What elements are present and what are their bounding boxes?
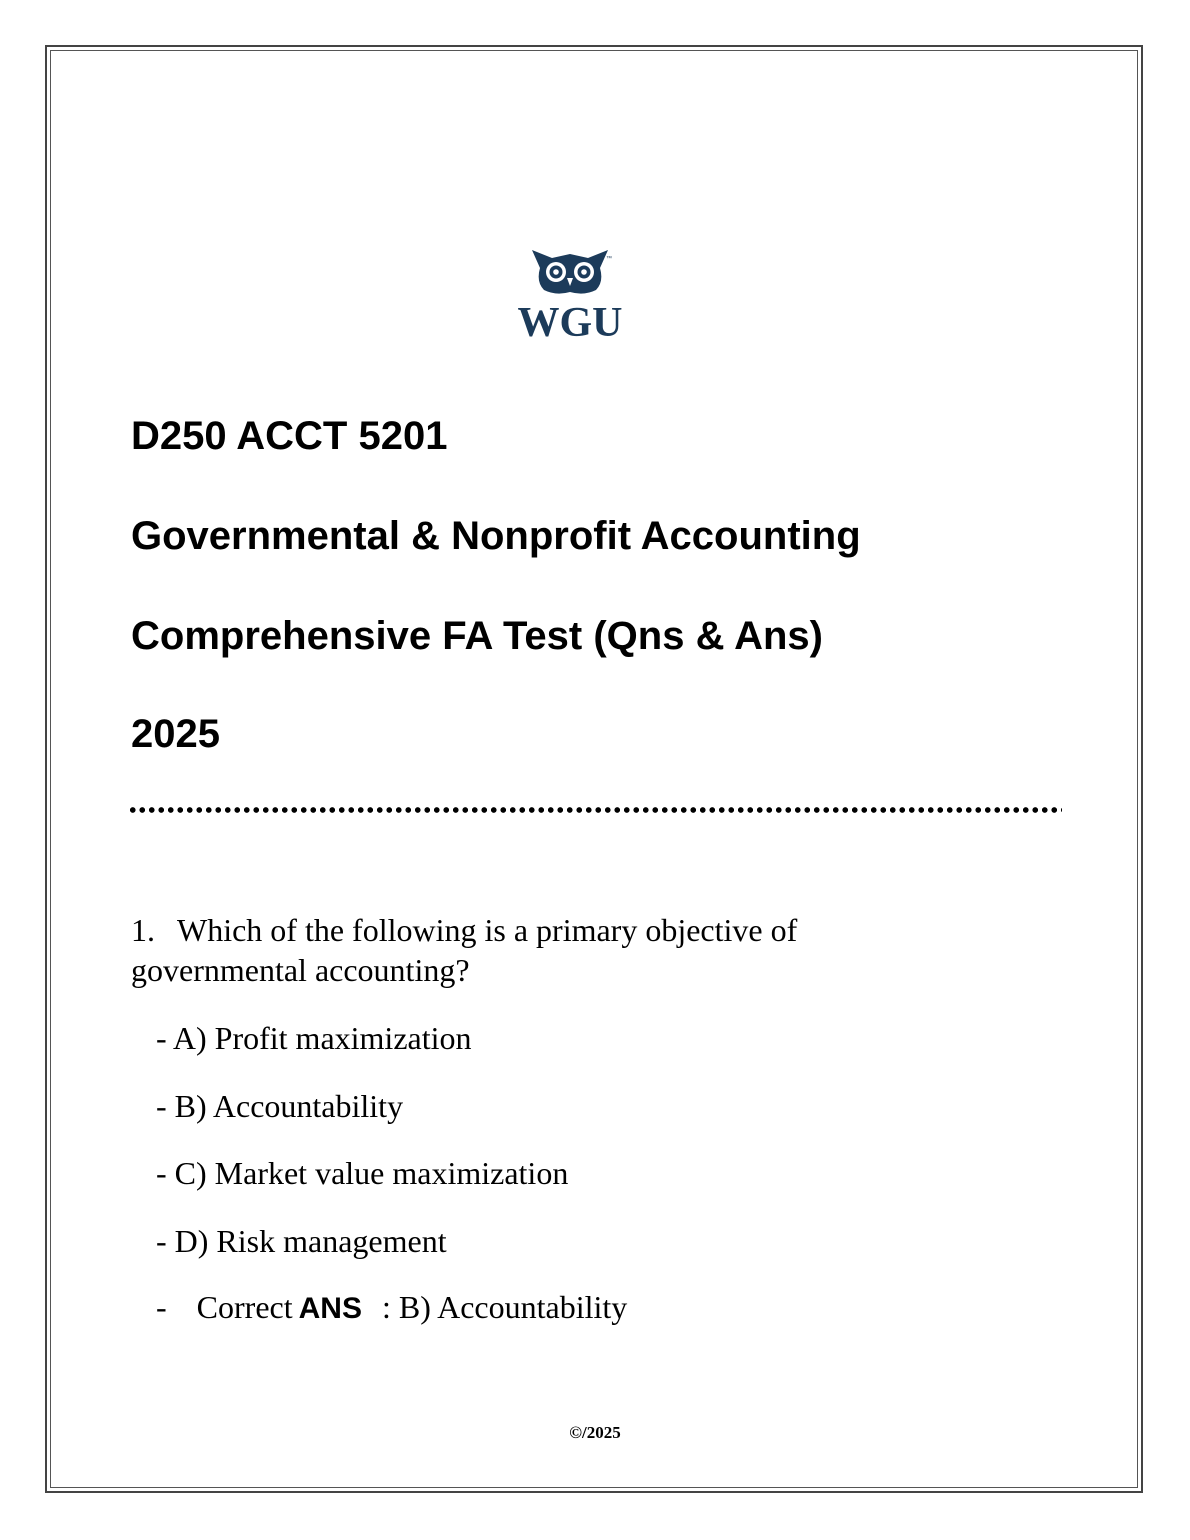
option-b: - B) Accountability (156, 1088, 404, 1124)
question-block (131, 910, 931, 990)
question-number: 1. (131, 912, 155, 948)
answer-prefix: Correct (196, 1289, 293, 1325)
logo-text: WGU (517, 300, 623, 340)
course-name: Governmental & Nonprofit Accounting (131, 514, 861, 558)
wgu-logo (512, 246, 628, 340)
option-a: - A) Profit maximization (156, 1020, 472, 1056)
svg-text:™: ™ (606, 256, 612, 262)
dotted-divider (128, 806, 1062, 814)
page-footer: ©/2025 (569, 1423, 621, 1442)
answer-line (156, 1287, 627, 1329)
answer-value: : B) Accountability (381, 1289, 628, 1325)
answer-dash: - (156, 1289, 167, 1325)
owl-icon (512, 246, 628, 340)
option-c: - C) Market value maximization (156, 1155, 569, 1191)
course-code: D250 ACCT 5201 (131, 414, 448, 458)
question-text: Which of the following is a primary objective of governmental accounting? (131, 912, 798, 988)
answer-label: ANS (298, 1292, 362, 1325)
option-d: - D) Risk management (156, 1223, 447, 1259)
test-name: Comprehensive FA Test (Qns & Ans) (131, 614, 823, 658)
year-heading: 2025 (131, 712, 220, 756)
